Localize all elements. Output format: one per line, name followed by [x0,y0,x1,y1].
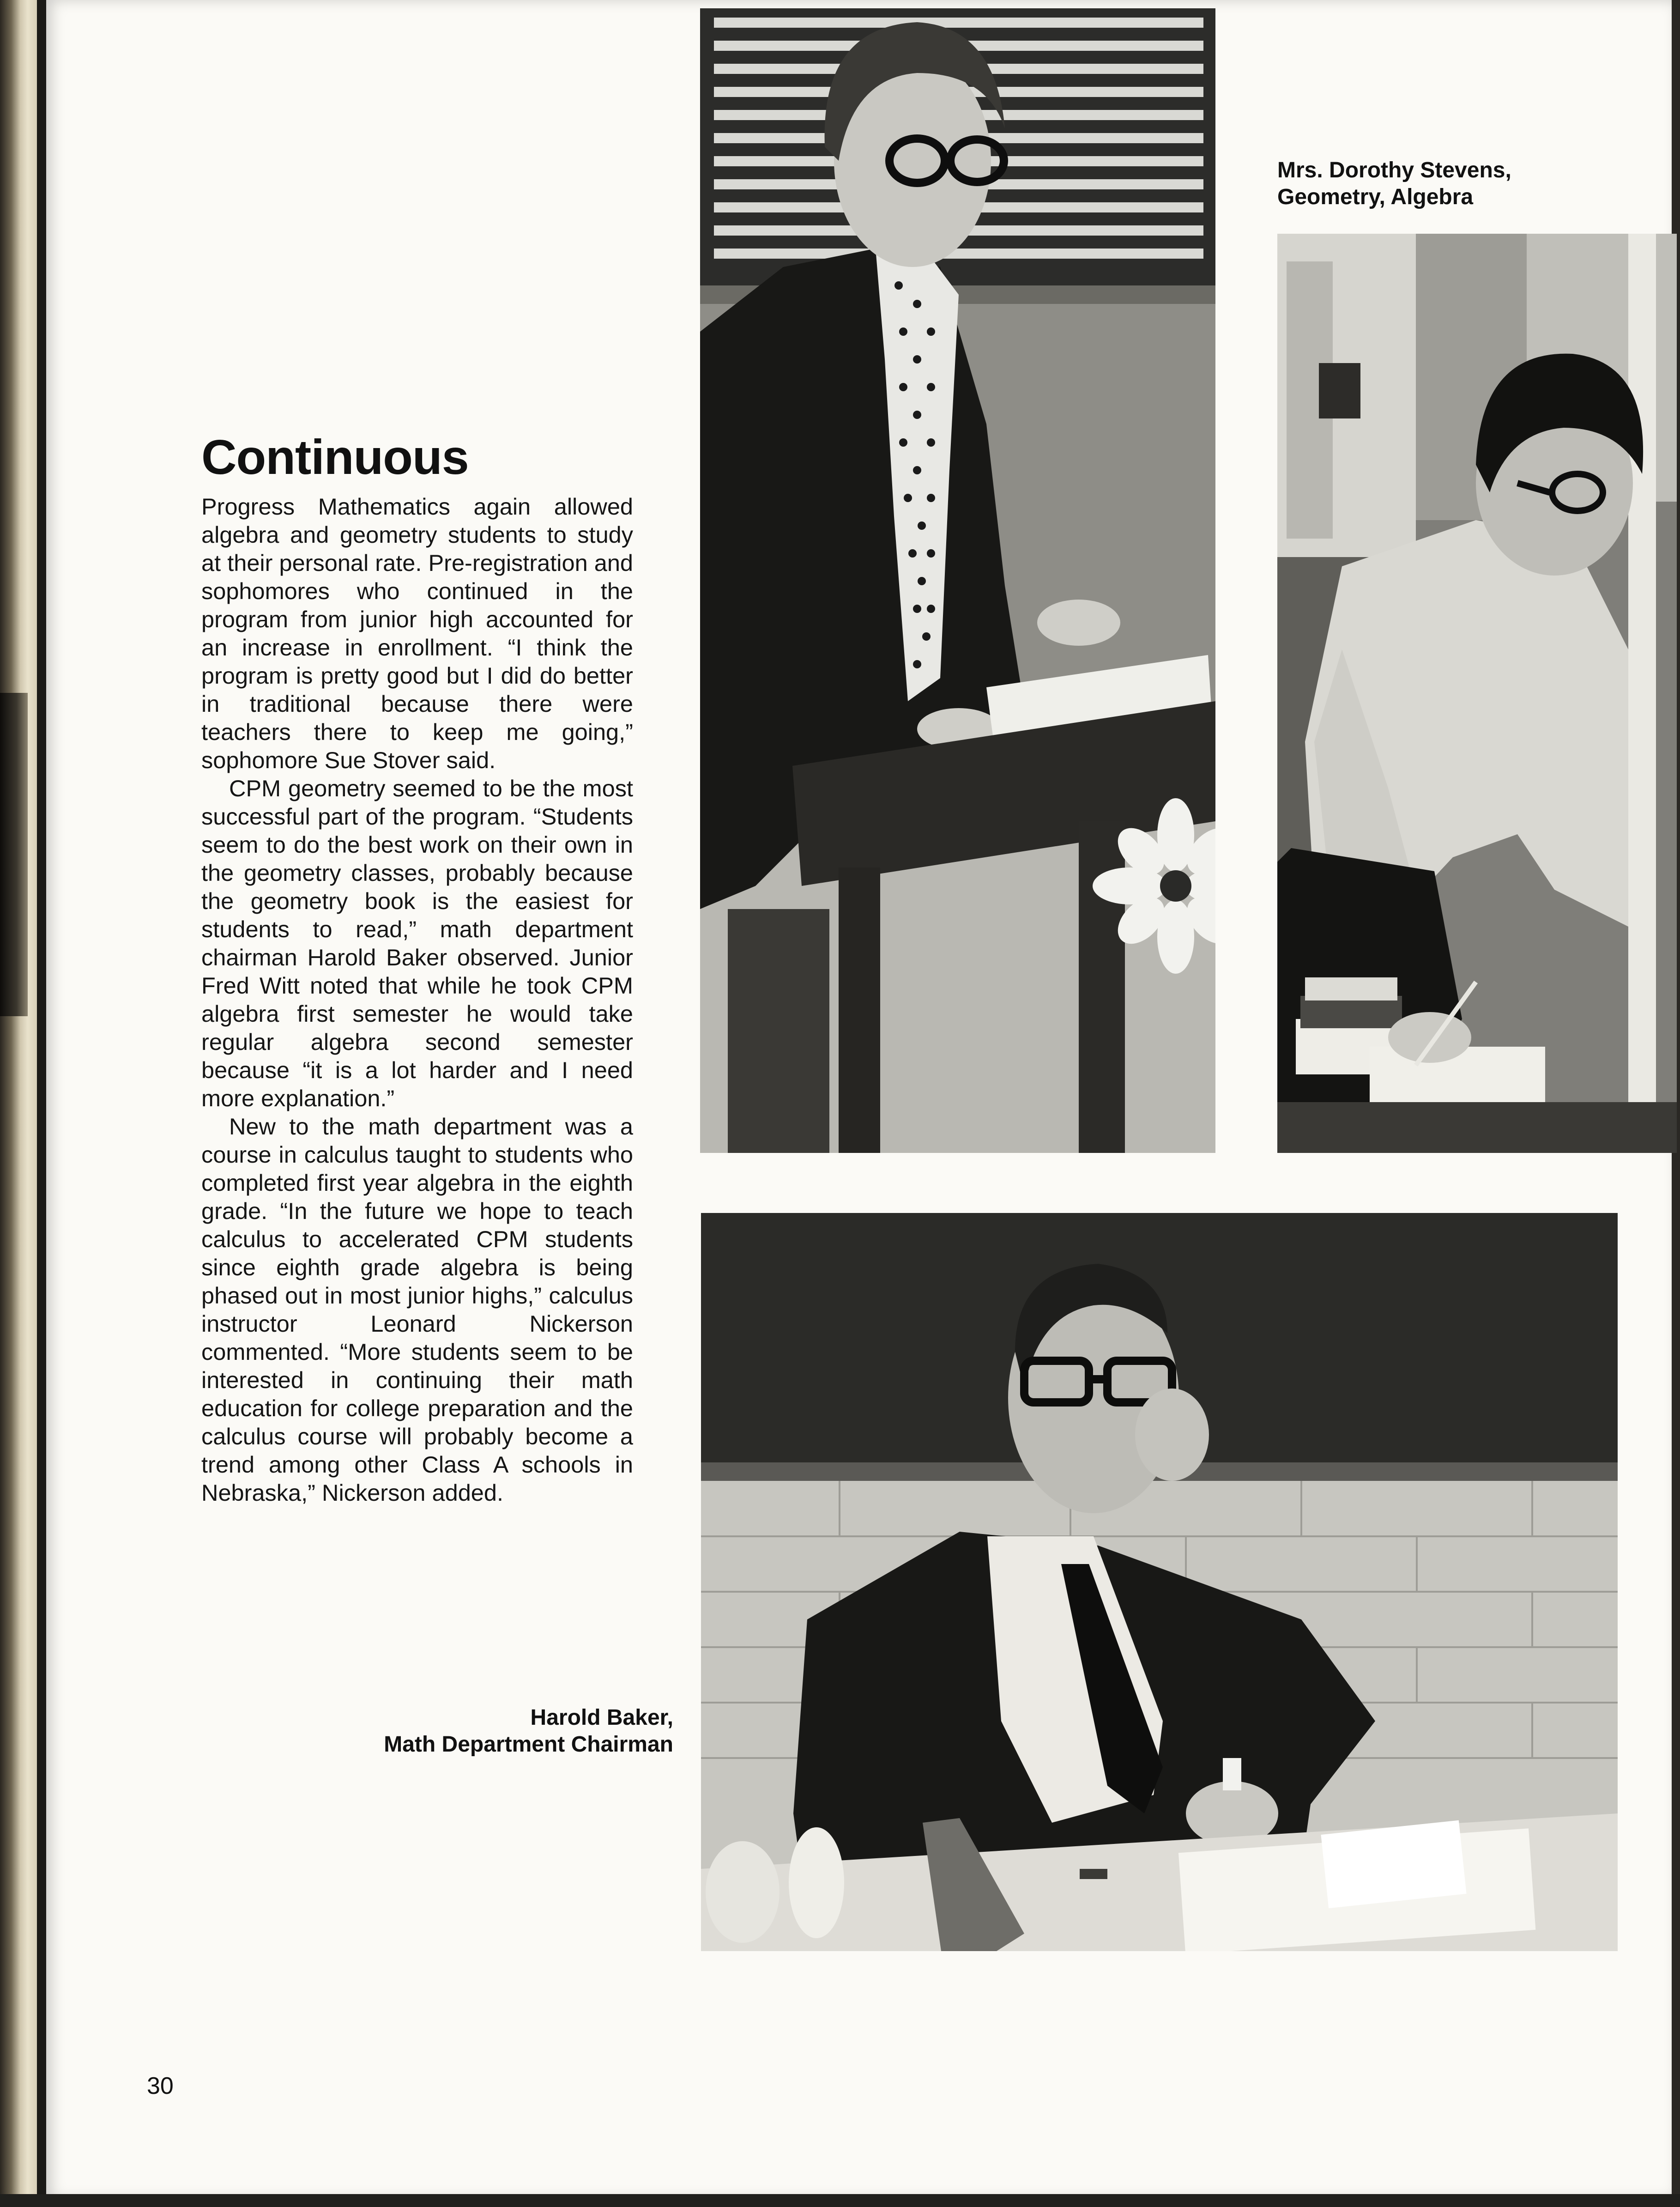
photo-student-graphic [1277,234,1677,1153]
photo-stevens-graphic [700,8,1215,1153]
caption-baker-name: Harold Baker, [530,1705,673,1730]
page-bottom-edge [0,2194,1680,2207]
article-paragraph-3: New to the math department was a course in calculus taught to students who completed first year algebra in the eighth grade. “In the future we hope to teach calculus to accelerated CPM students since eighth grade algebra is being phased out in most junior highs,” calculus instructor Leonard Nickerson commented. “More students seem to be interested in continuing their math education for college preparation and the calculus course will probably become a trend among other Class A schools in Nebraska,” Nickerson added. [201,1113,633,1506]
caption-harold-baker [323,1704,673,1758]
caption-dorothy-stevens [1277,157,1511,211]
page-number: 30 [147,2073,174,2099]
photo-student-at-desk [1277,234,1677,1153]
photo-dorothy-stevens [700,8,1215,1153]
caption-stevens-name: Mrs. Dorothy Stevens, [1277,158,1511,182]
binding-shadow [0,693,28,1016]
photo-harold-baker [701,1213,1618,1951]
photo-baker-graphic [701,1213,1618,1951]
article-headline: Continuous [201,430,469,485]
article-paragraph-2: CPM geometry seemed to be the most successful part of the program. “Students seem to do the best work on their own in the geometry classes, probably because the geometry book is the easiest for students to read,” math department chairman Harold Baker observed. Junior Fred Witt noted that while he took CPM algebra first semester he would take regular algebra second semester because “it is a lot harder and I need more explanation.” [201,775,633,1111]
caption-stevens-subjects: Geometry, Algebra [1277,185,1474,209]
article-body [201,492,633,1507]
book-binding [0,0,37,2207]
article-paragraph-1: Progress Mathematics again allowed algebra and geometry students to study at their personal rate. Pre-registration and sophomores who continued in the program from junior high accounted for an increase in enrollment. “I think the program is pretty good but I did do better in traditional because there were teachers there to keep me going,” sophomore Sue Stover said. [201,493,633,773]
caption-baker-title: Math Department Chairman [384,1732,673,1757]
